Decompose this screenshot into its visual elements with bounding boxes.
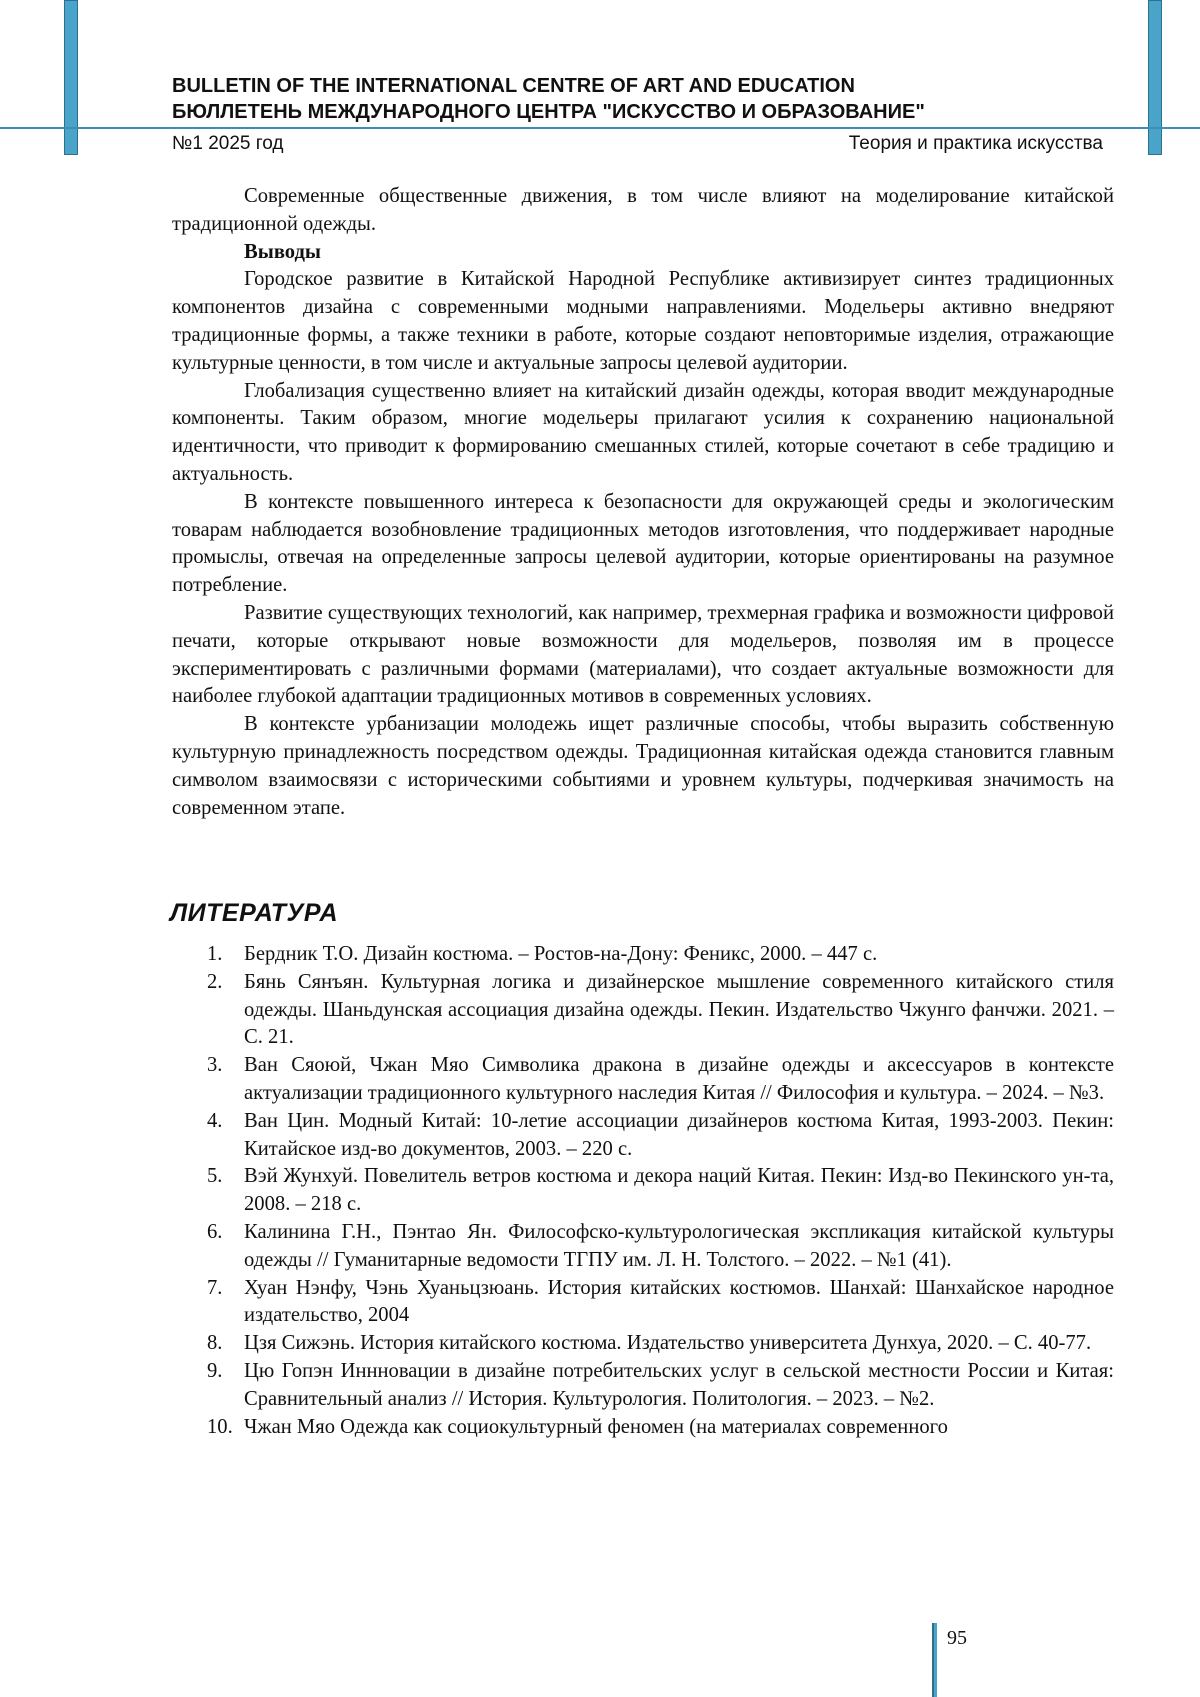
reference-text: Хуан Нэнфу, Чэнь Хуаньцзюань. История китайских костюмов. Шанхай: Шанхайское народное издательство, 2004 (244, 1276, 1114, 1327)
left-header-bar (64, 0, 78, 155)
reference-item (172, 1358, 1114, 1414)
reference-item (172, 1108, 1114, 1164)
reference-text: Калинина Г.Н., Пэнтао Ян. Философско-культурологическая экспликация китайской культуры одежды // Гуманитарные ведомости ТГПУ им. Л. Н. Толстого. – 2022. – №1 (41). (244, 1220, 1114, 1271)
paragraph-4: В контексте повышенного интереса к безопасности для окружающей среды и экологическим товарам наблюдается возобновление традиционных методов изготовления, что поддерживает народные промыслы, отвечая на определенные запросы целевой аудитории, которые ориентированы на разумное потребление. (172, 490, 1114, 597)
page-number: 95 (947, 1627, 967, 1649)
reference-list (172, 941, 1114, 1441)
page-number-bar (932, 1623, 937, 1697)
article-body (172, 183, 1114, 822)
reference-item (172, 1275, 1114, 1331)
reference-number: 7. (207, 1276, 223, 1299)
reference-number: 5. (207, 1165, 223, 1188)
reference-number: 2. (207, 970, 223, 993)
reference-item (172, 1052, 1114, 1108)
reference-text: Цю Гопэн Иннновации в дизайне потребительских услуг в сельской местности России и Китая: Сравнительный анализ // История. Культурология. Политология. – 2023. – №2. (244, 1359, 1114, 1410)
paragraph-3: Глобализация существенно влияет на китайский дизайн одежды, которая вводит международные компоненты. Таким образом, многие модельеры прилагают усилия к сохранению национальной идентичности, что приводит к формированию смешанных стилей, которые сочетают в себе традицию и актуальность. (172, 379, 1114, 485)
paragraph-2: Городское развитие в Китайской Народной Республике активизирует синтез традиционных компонентов дизайна с современными модными направлениями. Модельеры активно внедряют традиционные формы, а также техники в работе, которые создают неповторимые изделия, отражающие культурные ценности, в том числе и актуальные запросы целевой аудитории. (172, 268, 1114, 374)
reference-text: Ван Цин. Модный Китай: 10-летие ассоциации дизайнеров костюма Китая, 1993-2003. Пекин: Китайское изд-во документов, 2003. – 220 с. (244, 1109, 1114, 1160)
reference-item (172, 1330, 1114, 1358)
section-label: Теория и практика искусства (848, 133, 1103, 154)
reference-number: 1. (207, 943, 223, 965)
issue-label: №1 2025 год (172, 133, 284, 154)
reference-number: 4. (207, 1109, 223, 1132)
paragraph-6: В контексте урбанизации молодежь ищет различные способы, чтобы выразить собственную культурную принадлежность посредством одежды. Традиционная китайская одежда становится главным символом взаимосвязи с историческими событиями и уровнем культуры, подчеркивая значимость на современном этапе. (172, 713, 1114, 819)
reference-number: 10. (207, 1415, 233, 1438)
reference-item (172, 969, 1114, 1052)
conclusions-heading: Выводы (244, 240, 321, 263)
reference-text: Чжан Мяо Одежда как социокультурный феномен (на материалах современного (244, 1415, 948, 1438)
reference-text: Бянь Сянъян. Культурная логика и дизайнерское мышление современного китайского стиля одежды. Шаньдунская ассоциация дизайна одежды. Пекин. Издательство Чжунго фанчжи. 2021. – С. 21. (244, 970, 1114, 1049)
reference-item (172, 1414, 1114, 1442)
literature-heading: ЛИТЕРАТУРА (170, 899, 339, 927)
reference-text: Бердник Т.О. Дизайн костюма. – Ростов-на-Дону: Феникс, 2000. – 447 с. (244, 943, 878, 965)
right-header-bar (1148, 0, 1162, 155)
journal-title (172, 73, 1132, 125)
reference-text: Вэй Жунхуй. Повелитель ветров костюма и декора наций Китая. Пекин: Изд-во Пекинского ун-та, 2008. – 218 с. (244, 1165, 1114, 1216)
paragraph-5: Развитие существующих технологий, как например, трехмерная графика и возможности цифровой печати, которые открывают новые возможности для модельеров, позволяя им в процессе экспериментировать с различными формами (материалами), что создает актуальные возможности для наиболее глубокой адаптации традиционных мотивов в современных условиях. (172, 601, 1114, 708)
header-rule (0, 127, 1200, 129)
paragraph-1: Современные общественные движения, в том числе влияют на моделирование китайской традиционной одежды. (172, 185, 1114, 235)
journal-title-en: BULLETIN OF THE INTERNATIONAL CENTRE OF ART AND EDUCATION (172, 75, 855, 97)
reference-number: 6. (207, 1220, 223, 1243)
reference-text: Цзя Сижэнь. История китайского костюма. Издательство университета Дунхуа, 2020. – С. 40-77. (244, 1332, 1092, 1355)
reference-item (172, 941, 1114, 969)
reference-number: 9. (207, 1359, 223, 1382)
reference-item (172, 1219, 1114, 1275)
reference-number: 3. (207, 1054, 223, 1077)
reference-item (172, 1163, 1114, 1219)
reference-text: Ван Сяоюй, Чжан Мяо Символика дракона в дизайне одежды и аксессуаров в контексте актуализации традиционного культурного наследия Китая // Философия и культура. – 2024. – №3. (244, 1054, 1114, 1104)
journal-title-ru: БЮЛЛЕТЕНЬ МЕЖДУНАРОДНОГО ЦЕНТРА "ИСКУССТВО И ОБРАЗОВАНИЕ" (172, 101, 925, 123)
reference-number: 8. (207, 1332, 223, 1355)
